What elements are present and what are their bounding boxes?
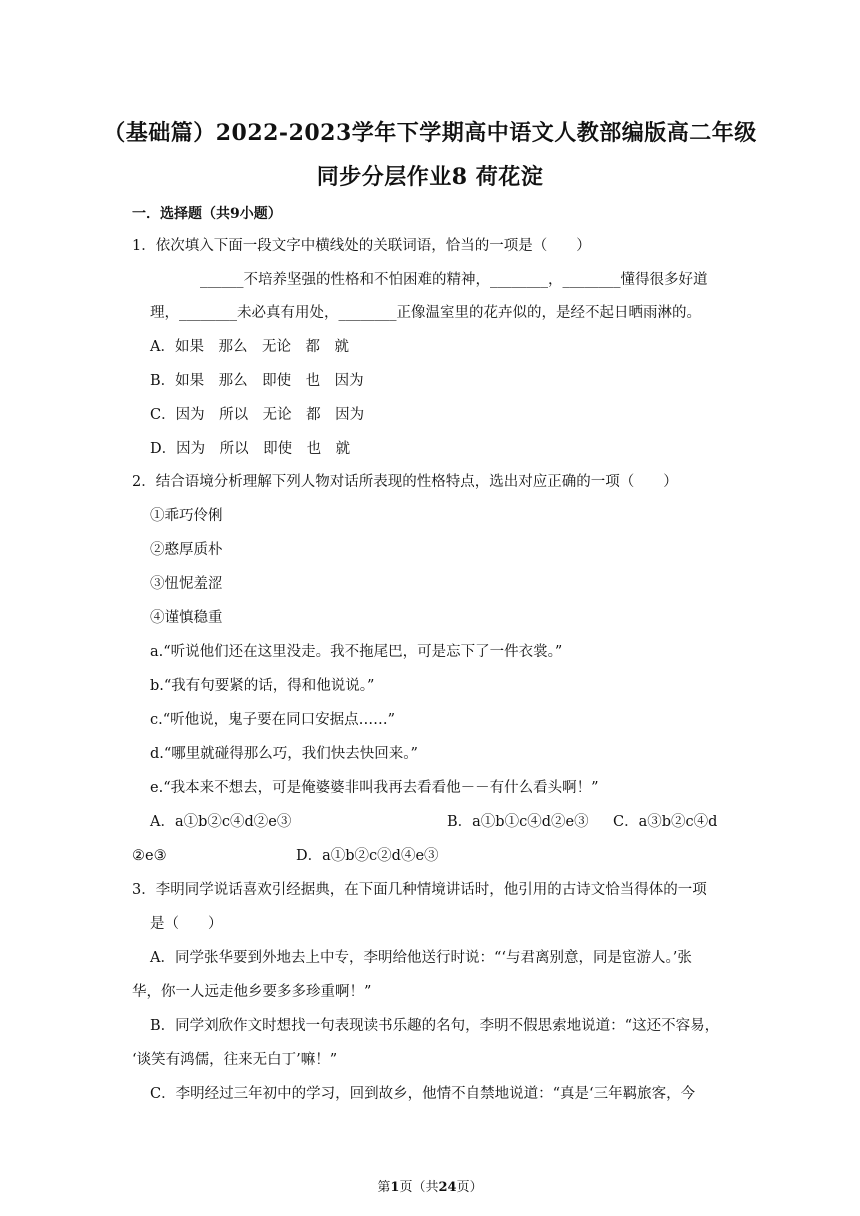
question-1-option-d: D．因为 所以 即使 也 就 — [150, 441, 351, 457]
question-3-option-b-line-1: B．同学刘欣作文时想找一句表现读书乐趣的名句，李明不假思索地说道：“这还不容易， — [150, 1018, 720, 1034]
question-1-passage-line-2: 理，________未必真有用处，________正像温室里的花卉似的，是经不起日晒雨淋的。 — [150, 305, 701, 321]
question-3-stem-line-1: 3．李明同学说话喜欢引经据典，在下面几种情境讲话时，他引用的古诗文恰当得体的一项 — [132, 882, 707, 898]
question-2-option-b: B．a①b①c④d②e③ — [447, 814, 589, 830]
document-title-line-1: （基础篇）2022-2023学年下学期高中语文人教部编版高二年级 — [103, 120, 757, 146]
question-2-option-c-continued: ②e③ — [132, 848, 167, 864]
question-2-option-d: D．a①b②c②d④e③ — [296, 848, 439, 864]
question-1-passage-line-1: ______不培养坚强的性格和不怕困难的精神，________，________懂得很多好道 — [200, 272, 708, 288]
footer-prefix: 第 — [377, 1180, 391, 1195]
question-1-option-a: A．如果 那么 无论 都 就 — [150, 339, 349, 355]
question-1-stem: 1．依次填入下面一段文字中横线处的关联词语，恰当的一项是（ ） — [132, 238, 591, 254]
question-2-option-a: A．a①b②c④d②e③ — [150, 814, 292, 830]
question-3-option-c-line-1: C．李明经过三年初中的学习，回到故乡，他情不自禁地说道：“真是‘三年羁旅客，今 — [150, 1086, 696, 1102]
question-1-option-c: C．因为 所以 无论 都 因为 — [150, 407, 365, 423]
document-title-line-2: 同步分层作业8 荷花淀 — [316, 164, 544, 190]
question-2-trait-3: ③忸怩羞涩 — [150, 576, 223, 592]
question-2-stem: 2．结合语境分析理解下列人物对话所表现的性格特点，选出对应正确的一项（ ） — [132, 474, 678, 490]
question-1-option-b: B．如果 那么 即使 也 因为 — [150, 373, 364, 389]
question-2-dialogue-e: e.“我本来不想去，可是俺婆婆非叫我再去看看他－－有什么看头啊！” — [150, 780, 599, 796]
footer-middle: 页（共 — [399, 1180, 439, 1195]
question-3-option-a-line-1: A．同学张华要到外地去上中专，李明给他送行时说：“‘与君离别意，同是宦游人。’张 — [150, 950, 692, 966]
question-3-stem-line-2: 是（ ） — [150, 916, 223, 932]
question-2-trait-1: ①乖巧伶俐 — [150, 508, 223, 524]
question-2-dialogue-b: b.“我有句要紧的话，得和他说说。” — [150, 678, 375, 694]
question-2-option-c: C．a③b②c④d — [613, 814, 718, 830]
question-2-trait-4: ④谨慎稳重 — [150, 610, 223, 626]
question-2-dialogue-c: c.“听他说，鬼子要在同口安据点……” — [150, 712, 396, 728]
footer-page-number: 1 — [390, 1180, 400, 1195]
question-2-dialogue-d: d.“哪里就碰得那么巧，我们快去快回来。” — [150, 746, 418, 762]
question-2-trait-2: ②憨厚质朴 — [150, 542, 223, 558]
page-footer — [0, 1176, 860, 1195]
footer-suffix: 页） — [456, 1180, 483, 1195]
footer-total-pages: 24 — [438, 1180, 457, 1195]
question-3-option-a-line-2: 华，你一人远走他乡要多多珍重啊！” — [132, 984, 372, 1000]
section-heading: 一．选择题（共9小题） — [132, 206, 282, 222]
question-3-option-b-line-2: ‘谈笑有鸿儒，往来无白丁’嘛！” — [132, 1052, 338, 1068]
question-2-dialogue-a: a.“听说他们还在这里没走。我不拖尾巴，可是忘下了一件衣裳。” — [150, 644, 563, 660]
